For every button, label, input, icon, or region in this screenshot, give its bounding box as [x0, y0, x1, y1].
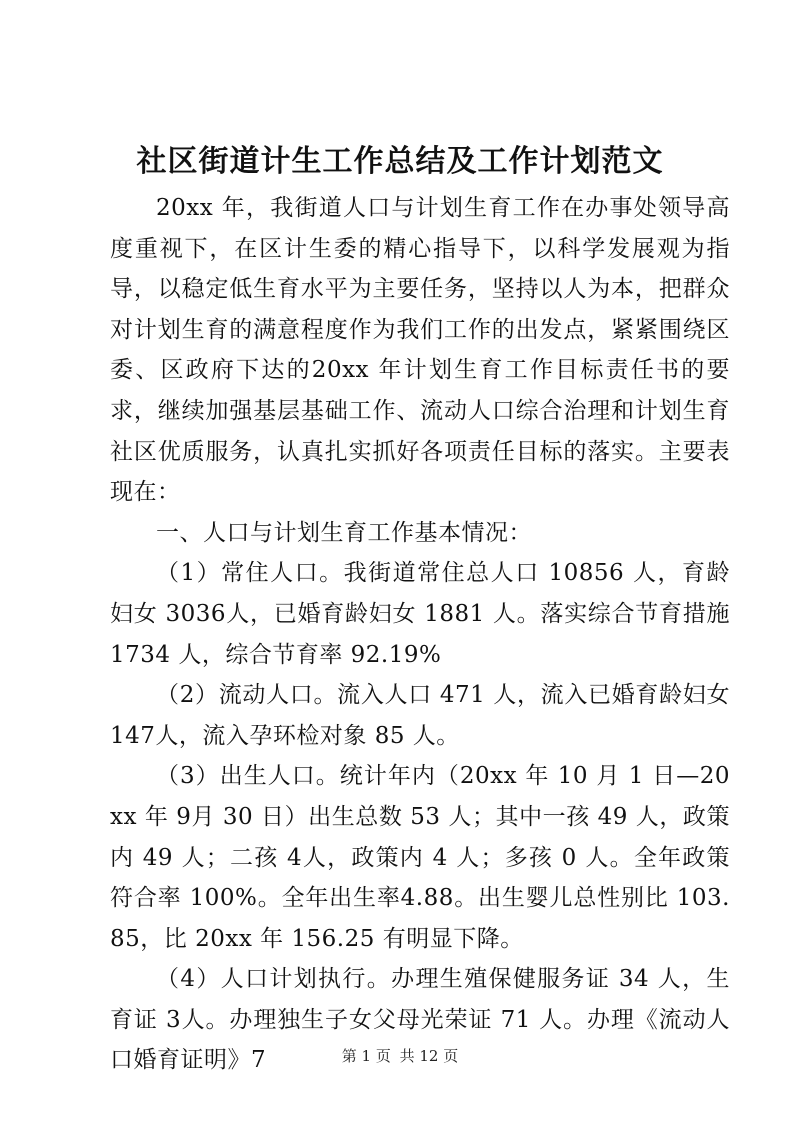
paragraph-resident-population: （1）常住人口。我街道常住总人口 10856 人，育龄妇女 3036人，已婚育龄妇女 1881 人。落实综合节育措施 1734 人，综合节育率 92.19% — [110, 560, 730, 668]
paragraph-intro: 20xx 年，我街道人口与计划生育工作在办事处领导高度重视下，在区计生委的精心指导下，以科学发展观为指导，以稳定低生育水平为主要任务，坚持以人为本，把群众对计划生育的满意程度作为我们工作的出发点，紧紧围绕区委、区政府下达的20xx 年计划生育工作目标责任书的要求，继续加强基层基础工作、流动人口综合治理和计划生育社区优质服务，认真扎实抓好各项责任目标的落实。主要表现在： — [110, 195, 730, 506]
page-footer — [0, 1046, 800, 1066]
page-total: 共 12 页 — [399, 1047, 459, 1065]
document-title: 社区街道计生工作总结及工作计划范文 — [136, 144, 664, 179]
paragraph-floating-population: （2）流动人口。流入人口 471 人，流入已婚育龄妇女 147人，流入孕环检对象 85 人。 — [110, 682, 730, 749]
paragraph-plan-execution: （4）人口计划执行。办理生殖保健服务证 34 人，生育证 3人。办理独生子女父母光荣证 71 人。办理《流动人口婚育证明》7 — [110, 966, 730, 1074]
paragraph-section-heading: 一、人口与计划生育工作基本情况： — [156, 519, 532, 546]
document-body — [110, 188, 730, 1081]
page-number: 第 1 页 — [341, 1047, 391, 1065]
paragraph-birth-population: （3）出生人口。统计年内（20xx 年 10 月 1 日—20xx 年 9月 30 日）出生总数 53 人；其中一孩 49 人，政策内 49 人；二孩 4人，政策内 4 人；多孩 0 人。全年政策符合率 100%。全年出生率4.88。出生婴儿总性别比 103.85，比 20xx 年 156.25 有明显下降。 — [110, 763, 730, 952]
